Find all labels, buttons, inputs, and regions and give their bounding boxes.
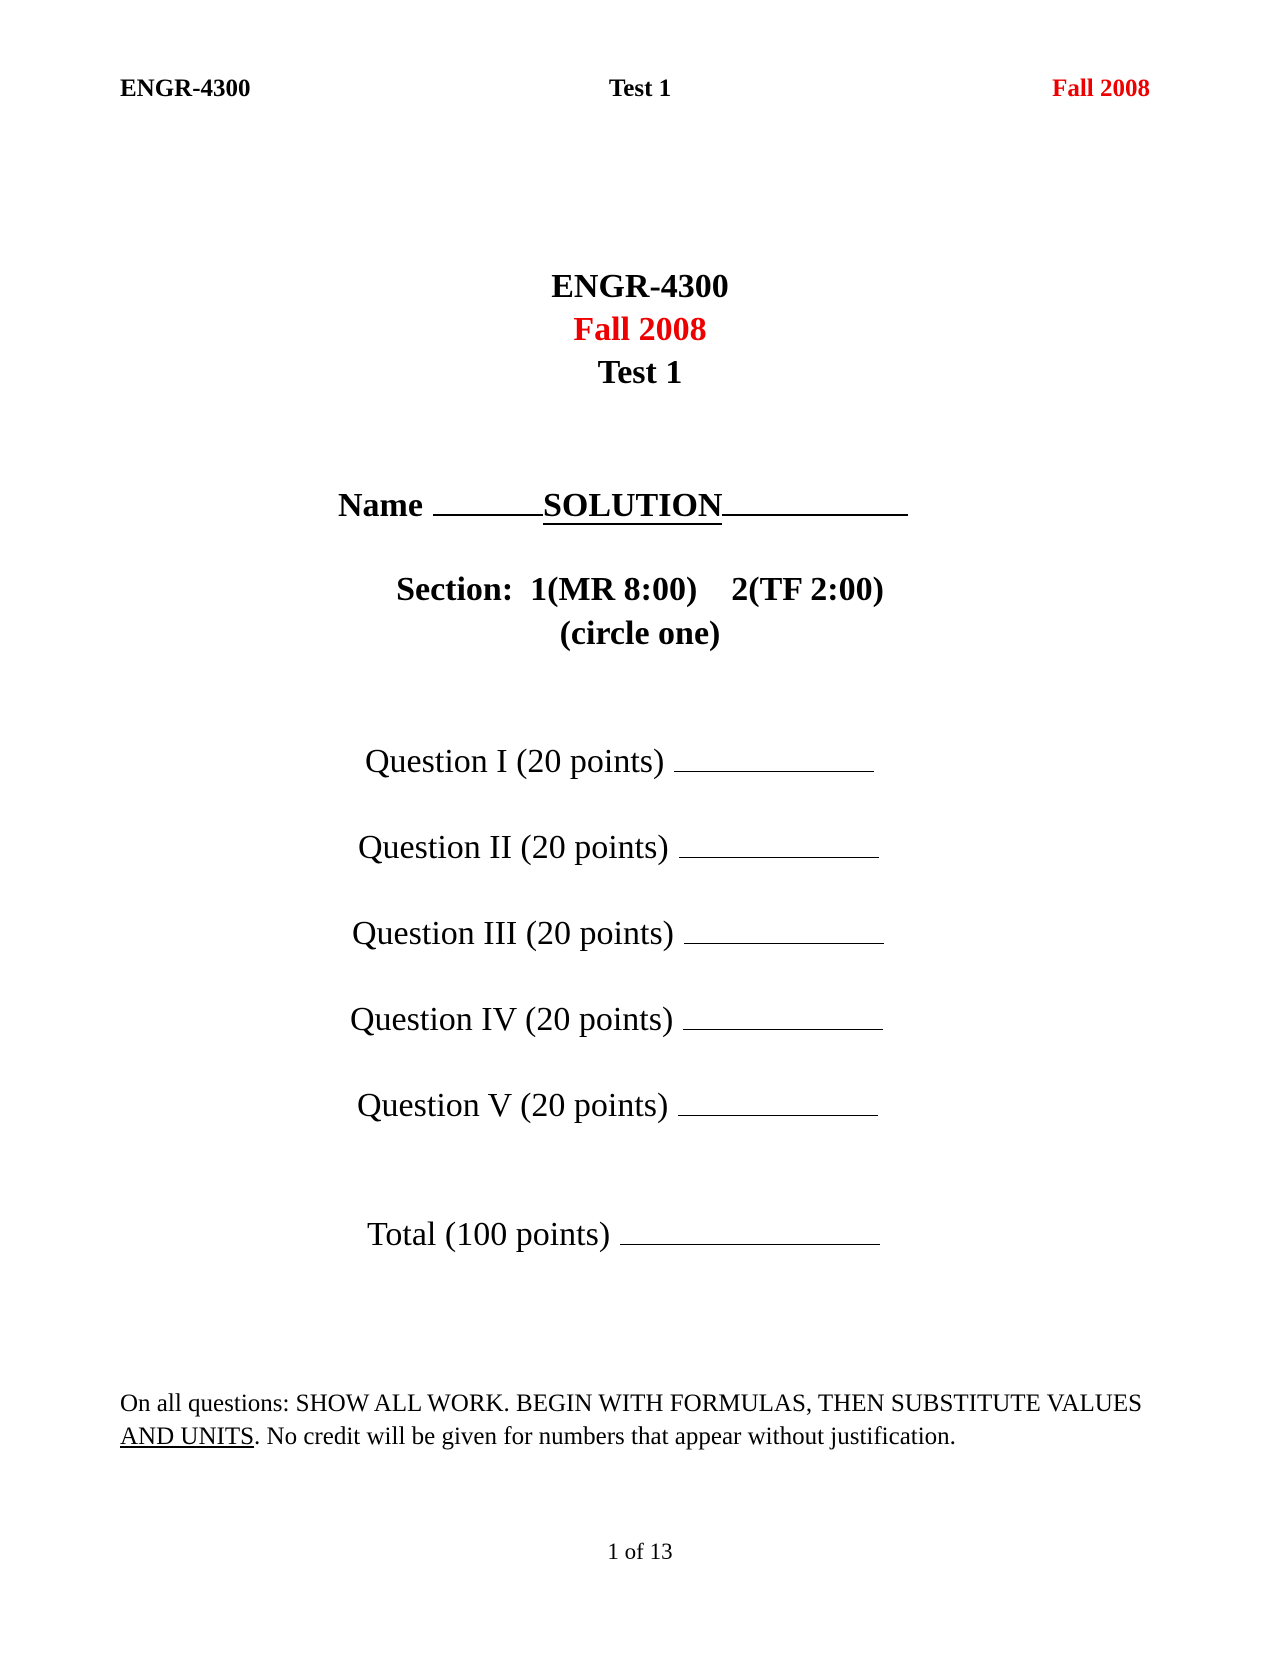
title-term: Fall 2008 xyxy=(573,311,707,348)
name-line xyxy=(338,486,908,525)
question-1-line xyxy=(365,745,874,779)
question-5-label: Question V (20 points) xyxy=(357,1087,669,1124)
instructions xyxy=(120,1387,1170,1453)
name-value: SOLUTION xyxy=(542,487,723,524)
question-2-score-blank xyxy=(679,831,879,858)
section-label: Section: xyxy=(396,571,514,608)
total-line xyxy=(367,1218,880,1252)
section-instruction: (circle one) xyxy=(559,615,721,652)
header-term: Fall 2008 xyxy=(1052,75,1150,102)
name-underline-lead xyxy=(433,486,543,516)
header-course: ENGR-4300 xyxy=(120,75,251,102)
question-5-line xyxy=(357,1089,878,1123)
title-test: Test 1 xyxy=(597,354,683,391)
title-course: ENGR-4300 xyxy=(551,268,729,305)
instructions-text-2: . No credit will be given for numbers that appear without justification. xyxy=(254,1423,956,1450)
page-number: 1 of 13 xyxy=(607,1539,673,1564)
name-label: Name xyxy=(338,487,423,524)
question-4-line xyxy=(350,1003,883,1037)
instructions-text-1: On all questions: SHOW ALL WORK. BEGIN WITH FORMULAS, THEN SUBSTITUTE VALUES xyxy=(120,1390,1143,1417)
question-3-label: Question III (20 points) xyxy=(352,915,675,952)
question-5-score-blank xyxy=(678,1089,878,1116)
question-1-score-blank xyxy=(674,745,874,772)
question-2-label: Question II (20 points) xyxy=(358,829,669,866)
section-line xyxy=(0,573,1280,607)
question-4-label: Question IV (20 points) xyxy=(350,1001,674,1038)
section-option-1: 1(MR 8:00) xyxy=(530,571,698,608)
question-3-line xyxy=(352,917,884,951)
question-4-score-blank xyxy=(683,1003,883,1030)
total-label: Total (100 points) xyxy=(367,1216,611,1253)
total-score-blank xyxy=(620,1218,880,1245)
name-underline-trail xyxy=(722,486,908,516)
section-option-2: 2(TF 2:00) xyxy=(731,571,884,608)
question-3-score-blank xyxy=(684,917,884,944)
question-1-label: Question I (20 points) xyxy=(365,743,665,780)
question-2-line xyxy=(358,831,879,865)
instructions-underlined: AND UNITS xyxy=(120,1423,255,1450)
header-test: Test 1 xyxy=(608,75,672,102)
